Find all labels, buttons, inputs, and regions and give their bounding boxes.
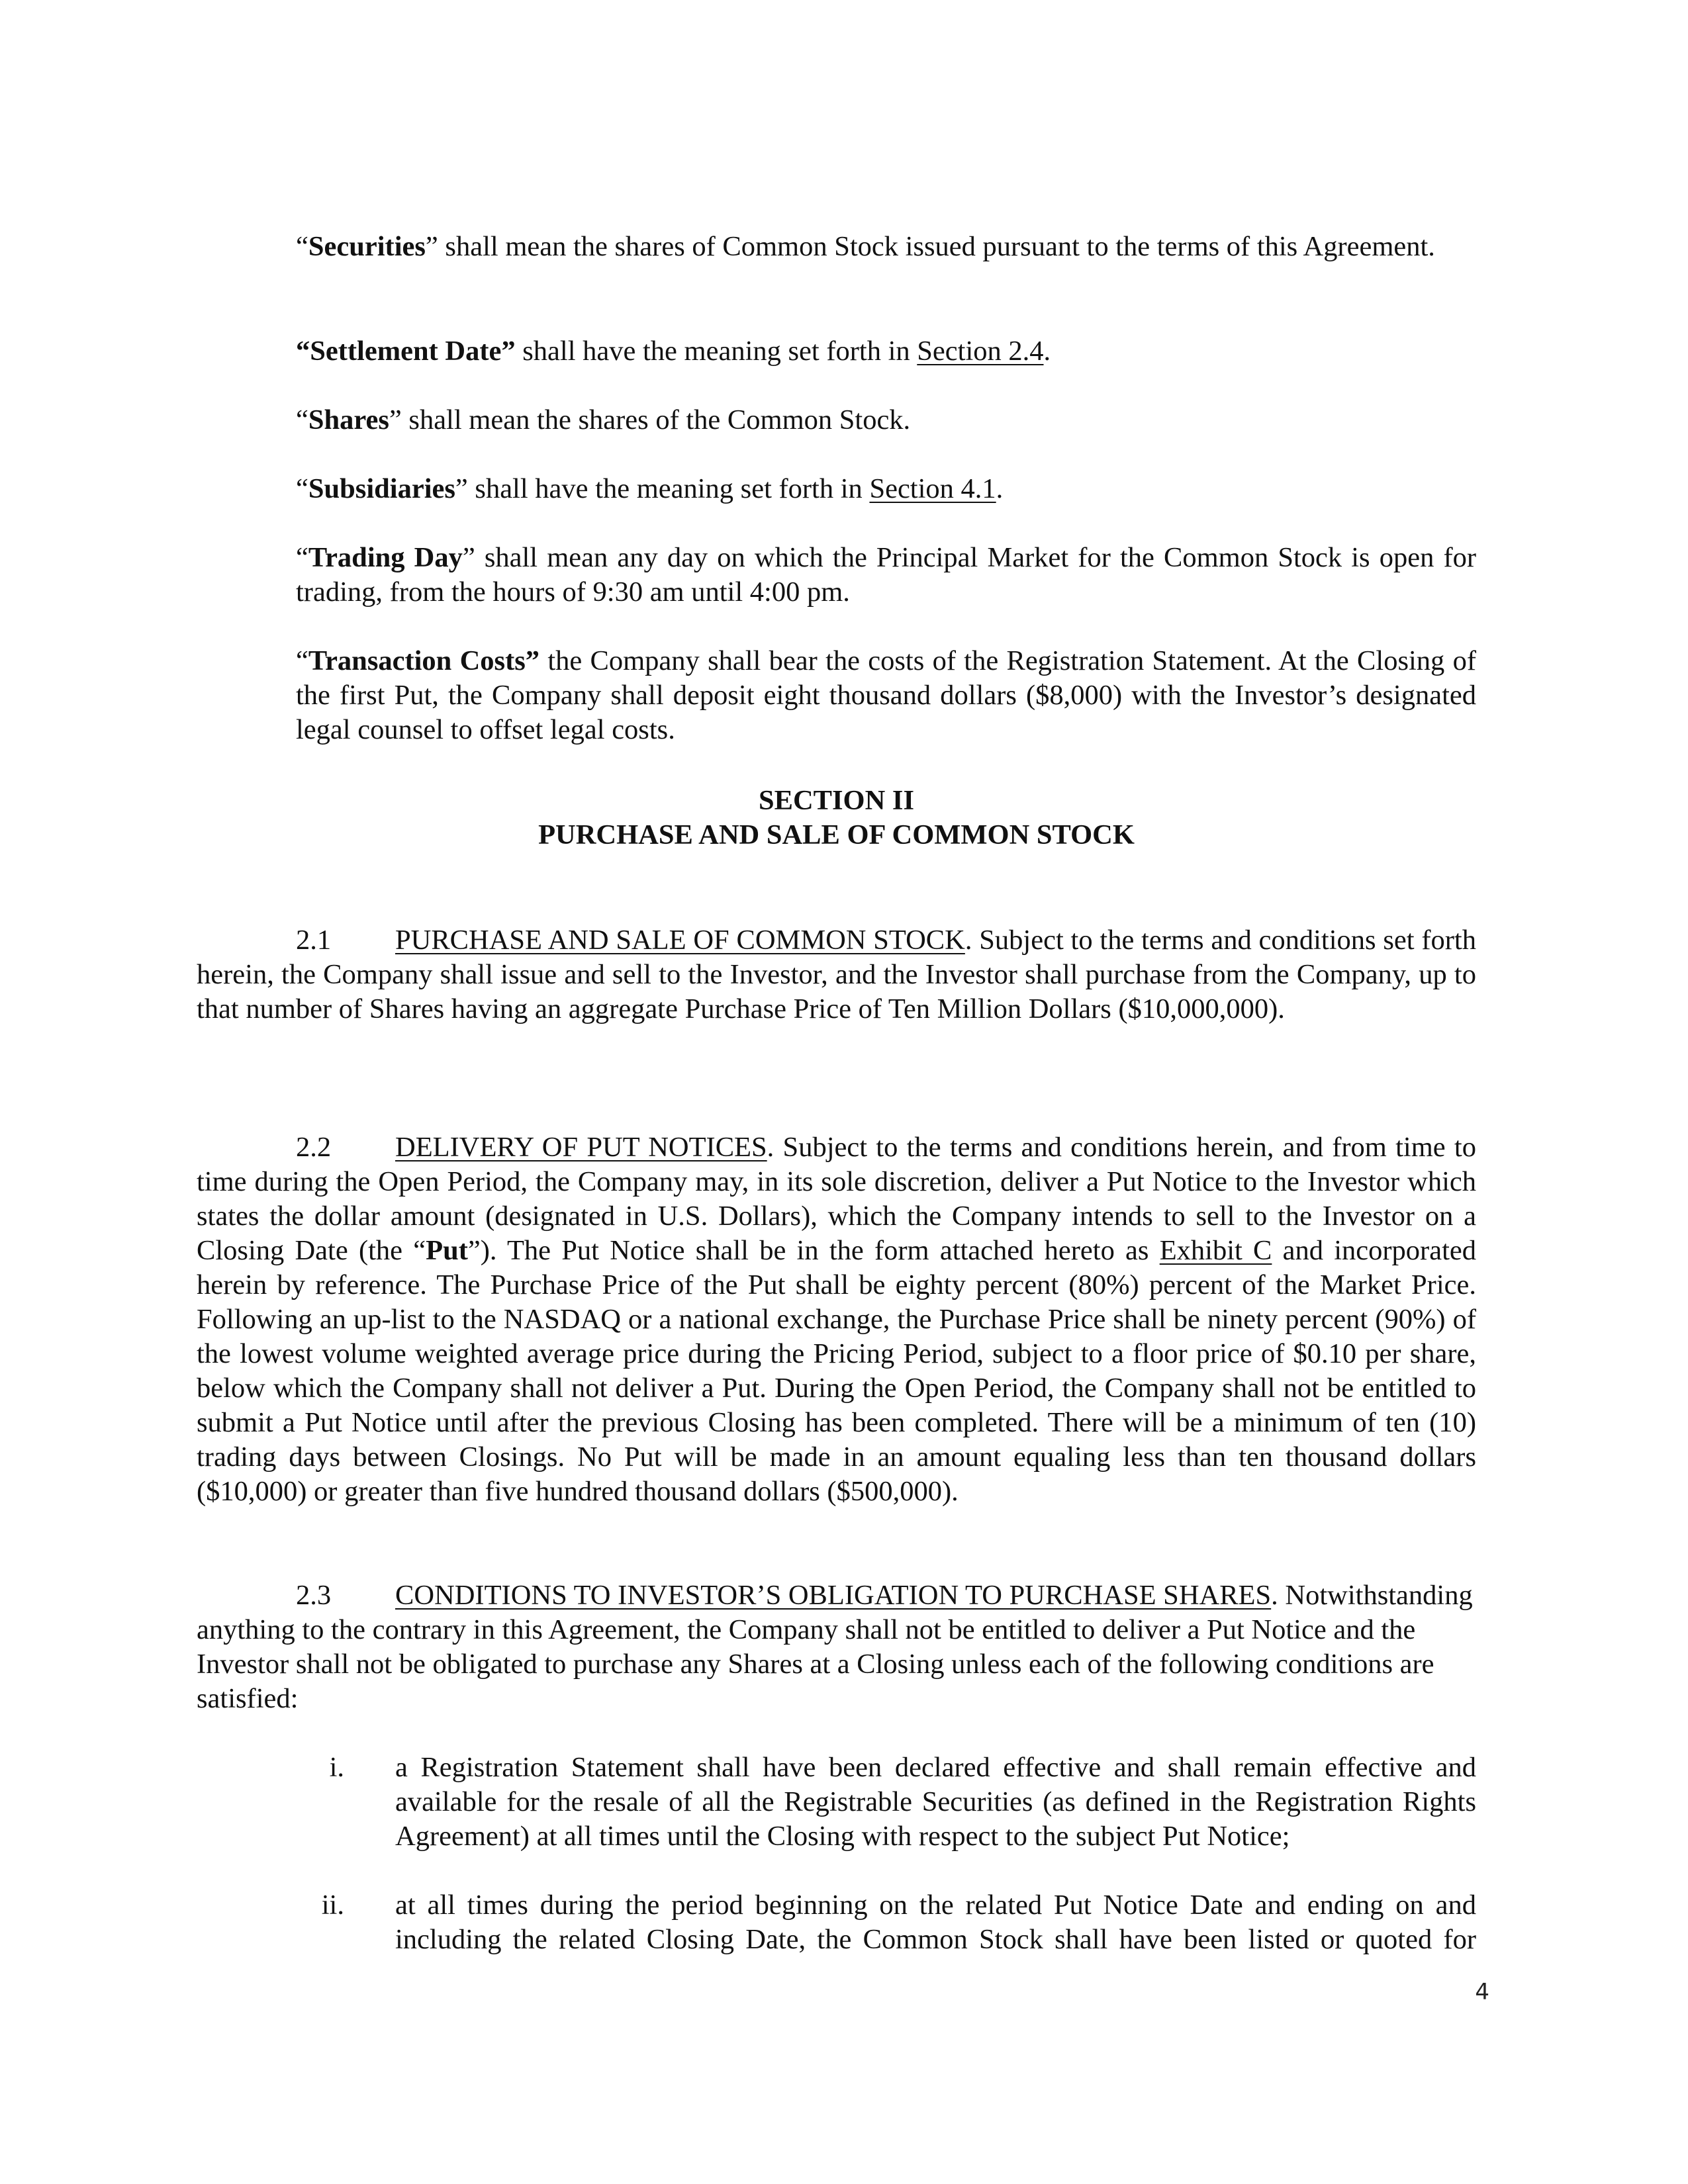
definition-transaction-costs: “Transaction Costs” the Company shall bear the costs of the Registration Statement. At the Closing of the first Put, the Company shall deposit eight thousand dollars ($8,000) with the Investor’s designated legal counsel to offset legal costs.: [296, 645, 1476, 745]
clause-2-2: 2.2 DELIVERY OF PUT NOTICES. Subject to the terms and conditions herein, and from time to time during the Open Period, the Company may, in its sole discretion, deliver a Put Notice to the Investor which states the dollar amount (designated in U.S. Dollars), which the Company intends to sell to the Investor on a Closing Date (the “Put”). The Put Notice shall be in the form attached hereto as Exhibit C and incorporated herein by reference. The Purchase Price of the Put shall be eighty percent (80%) percent of the Market Price. Following an up-list to the NASDAQ or a national exchange, the Purchase Price shall be ninety percent (90%) of the lowest volume weighted average price during the Pricing Period, subject to a floor price of $0.10 per share, below which the Company shall not deliver a Put. During the Open Period, the Company shall not be entitled to submit a Put Notice until after the previous Closing has been completed. There will be a minimum of ten (10) trading days between Closings. No Put will be made in an amount equaling less than ten thousand dollars ($10,000) or greater than five hundred thousand dollars ($500,000).: [197, 1132, 1476, 1507]
definition-shares: “Shares” shall mean the shares of the Common Stock.: [296, 404, 911, 435]
clause-number: 2.1: [296, 925, 332, 956]
section-title: PURCHASE AND SALE OF COMMON STOCK: [538, 819, 1135, 850]
section-reference-link: Section 4.1: [869, 473, 996, 504]
exhibit-reference-link: Exhibit C: [1159, 1235, 1272, 1266]
definition-trading-day: “Trading Day” shall mean any day on which the Principal Market for the Common Stock is open for trading, from the hours of 9:30 am until 4:00 pm.: [296, 542, 1476, 608]
clause-2-3: 2.3 CONDITIONS TO INVESTOR’S OBLIGATION TO PURCHASE SHARES. Notwithstanding anything to the contrary in this Agreement, the Company shall not be entitled to deliver a Put Notice and the Investor shall not be obligated to purchase any Shares at a Closing unless each of the following conditions are satisfied:: [197, 1580, 1473, 1714]
condition-item: at all times during the period beginning on the related Put Notice Date and ending on and including the related Closing Date, the Common Stock shall have been listed or quoted for: [395, 1889, 1476, 1955]
clause-heading: DELIVERY OF PUT NOTICES: [395, 1132, 767, 1163]
defined-term: Trading Day: [308, 542, 463, 573]
clause-number: 2.2: [296, 1132, 332, 1163]
section-reference-link: Section 2.4: [917, 336, 1044, 367]
defined-term: Transaction Costs: [308, 645, 526, 676]
page-number: 4: [1475, 1979, 1489, 2005]
defined-term: Put: [426, 1235, 468, 1266]
section-number: SECTION II: [758, 785, 915, 816]
clause-heading: PURCHASE AND SALE OF COMMON STOCK: [395, 925, 965, 956]
clause-heading: CONDITIONS TO INVESTOR’S OBLIGATION TO PURCHASE SHARES: [395, 1580, 1272, 1611]
clause-2-1: 2.1 PURCHASE AND SALE OF COMMON STOCK. Subject to the terms and conditions set forth herein, the Company shall issue and sell to the Investor, and the Investor shall purchase from the Company, up to that number of Shares having an aggregate Purchase Price of Ten Million Dollars ($10,000,000).: [197, 925, 1476, 1024]
defined-term: Subsidiaries: [308, 473, 455, 504]
defined-term: Securities: [308, 231, 426, 262]
clause-number: 2.3: [296, 1580, 332, 1611]
list-marker: ii.: [321, 1889, 344, 1921]
list-marker: i.: [329, 1752, 344, 1783]
condition-item: a Registration Statement shall have been declared effective and shall remain effective and available for the resale of all the Registrable Securities (as defined in the Registration Rights Agreement) at all times until the Closing with respect to the subject Put Notice;: [395, 1752, 1476, 1852]
definition-subsidiaries: “Subsidiaries” shall have the meaning set forth in Section 4.1.: [296, 473, 1004, 504]
defined-term: Shares: [308, 404, 389, 435]
definition-settlement-date: “Settlement Date” shall have the meaning set forth in Section 2.4.: [296, 336, 1051, 367]
defined-term: Settlement Date: [310, 336, 502, 367]
definition-securities: “Securities” shall mean the shares of Common Stock issued pursuant to the terms of this Agreement.: [296, 231, 1435, 262]
